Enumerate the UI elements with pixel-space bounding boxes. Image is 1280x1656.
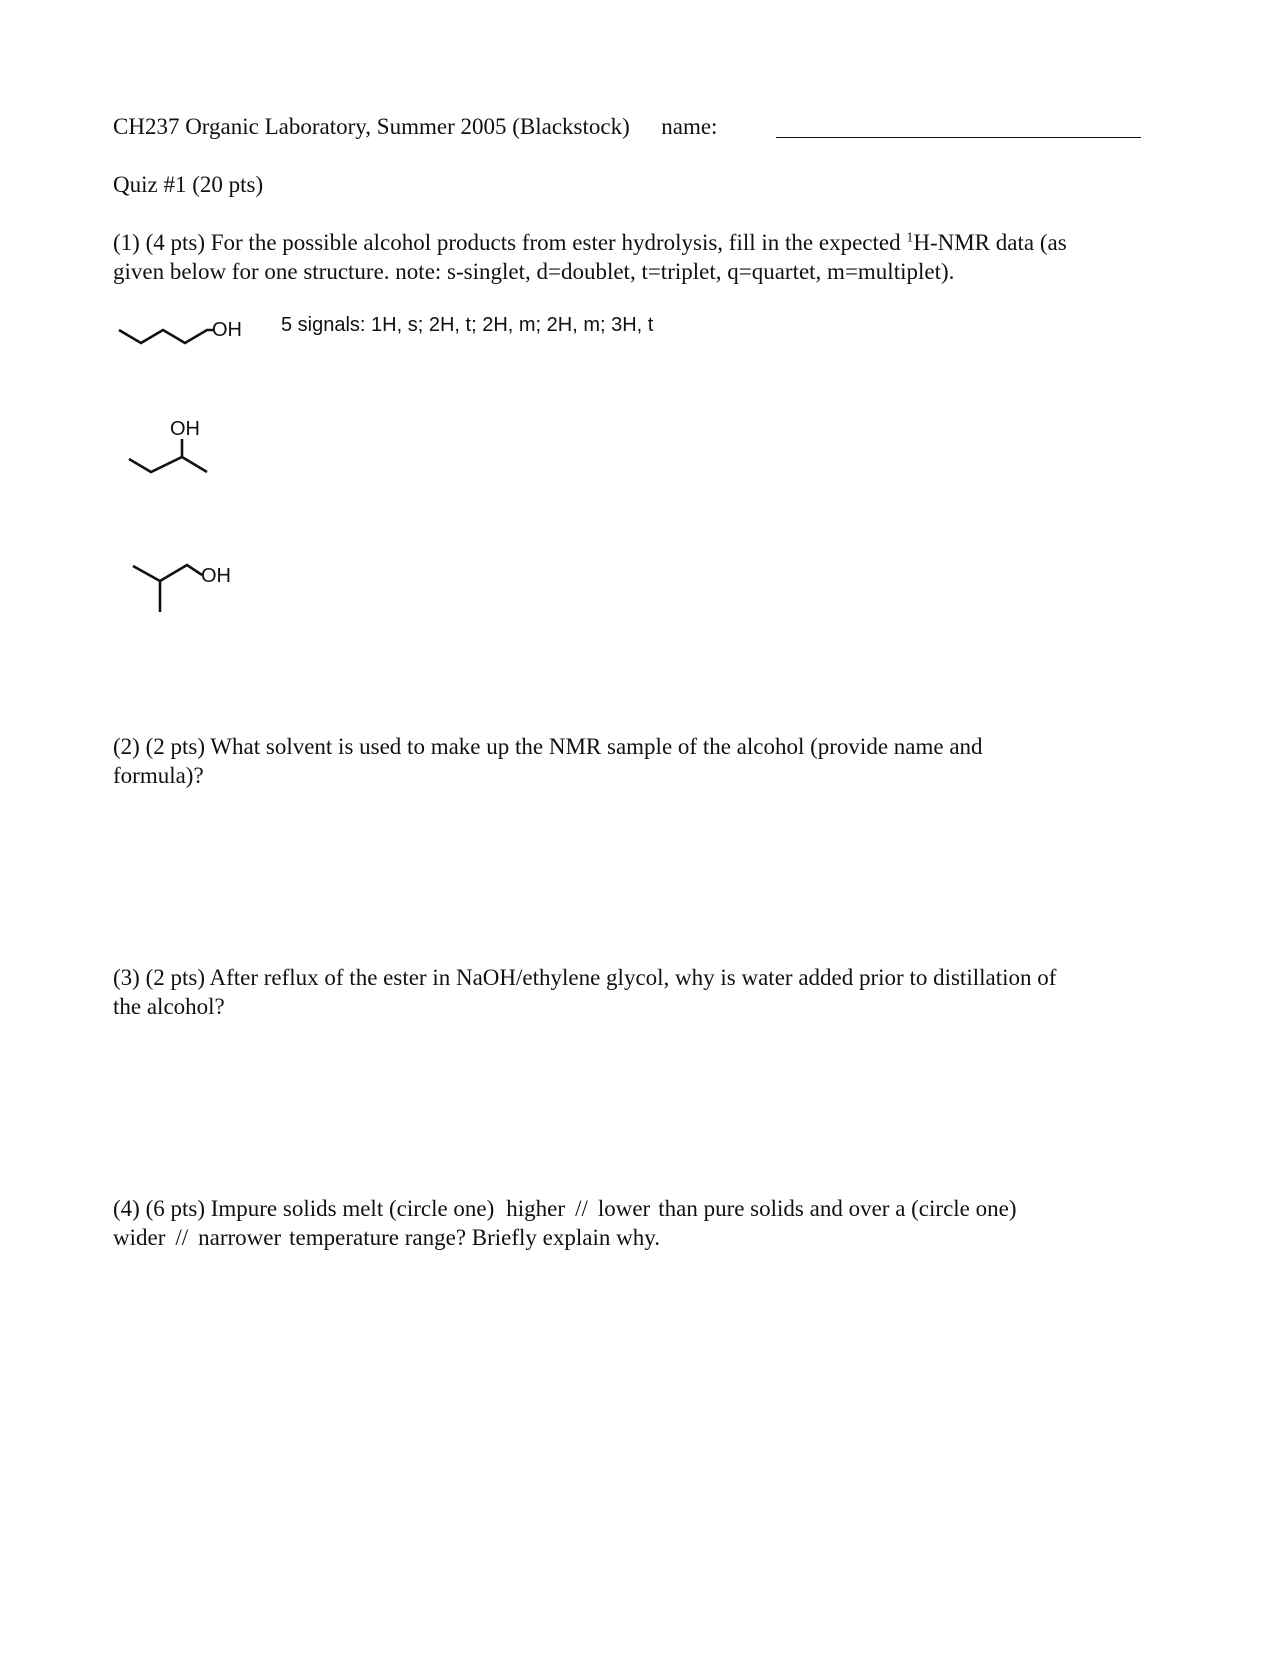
choice-separator: // xyxy=(575,1196,588,1221)
name-blank-field[interactable] xyxy=(776,137,1141,138)
header-line xyxy=(113,112,717,141)
q2-text-line1: (2) (2 pts) What solvent is used to make up the NMR sample of the alcohol (provide name and xyxy=(113,734,983,759)
choice-separator: // xyxy=(175,1225,189,1250)
structure-1-butanol xyxy=(110,310,260,360)
quiz-title: Quiz #1 (20 pts) xyxy=(113,172,264,197)
q3-text-line2: the alcohol? xyxy=(113,994,225,1019)
q4-text-line2: wider // narrower temperature range? Briefly explain why. xyxy=(113,1225,660,1250)
structure-isobutanol xyxy=(115,555,235,625)
choice-wider[interactable]: wider xyxy=(113,1225,166,1250)
oh-label: OH xyxy=(170,418,200,440)
oh-label: OH xyxy=(212,319,242,341)
choice-higher[interactable]: higher xyxy=(506,1196,566,1221)
choice-narrower[interactable]: narrower xyxy=(198,1225,282,1250)
sec-butanol-skeleton xyxy=(129,457,207,472)
course-title: CH237 Organic Laboratory, Summer 2005 (Blackstock) xyxy=(113,114,630,139)
isobutanol-skeleton xyxy=(133,565,202,581)
q1-text-line1: (1) (4 pts) For the possible alcohol products from ester hydrolysis, fill in the expected $^1$H-NMR data (as xyxy=(113,230,1067,255)
name-label: name: xyxy=(661,114,718,139)
structure-2-butanol xyxy=(115,415,225,480)
choice-lower[interactable]: lower xyxy=(597,1196,651,1221)
q4-text-line1: (4) (6 pts) Impure solids melt (circle one) higher // lower than pure solids and over a (circle one) xyxy=(113,1196,1017,1221)
butanol-skeleton xyxy=(119,330,214,343)
q3-text-line1: (3) (2 pts) After reflux of the ester in NaOH/ethylene glycol, why is water added prior to distillation of xyxy=(113,965,1057,990)
q1-text-line2: given below for one structure. note: s-singlet, d=doublet, t=triplet, q=quartet, m=multiplet). xyxy=(113,259,955,284)
superscript-one: 1 xyxy=(906,230,914,246)
q2-text-line2: formula)? xyxy=(113,763,204,788)
example-nmr-signals: 5 signals: 1H, s; 2H, t; 2H, m; 2H, m; 3H, t xyxy=(281,314,654,336)
oh-label: OH xyxy=(201,565,231,587)
